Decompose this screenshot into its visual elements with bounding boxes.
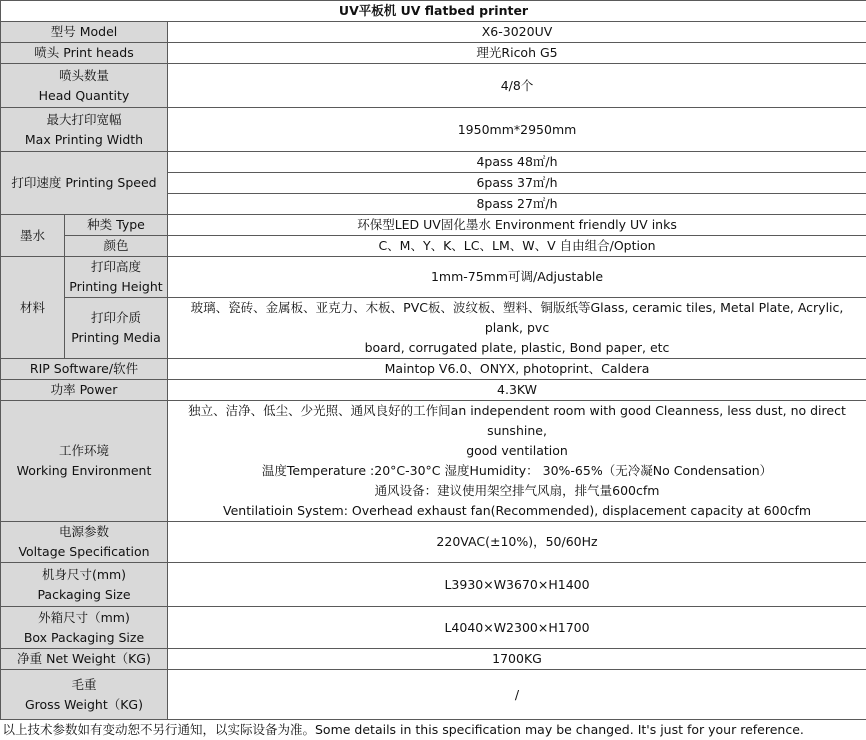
- packaging-value: L3930×W3670×H1400: [168, 563, 866, 607]
- table-title: UV平板机 UV flatbed printer: [1, 1, 866, 22]
- box-packaging-value: L4040×W2300×H1700: [168, 607, 866, 649]
- head-quantity-label-en: Head Quantity: [5, 86, 163, 106]
- environment-value: [168, 401, 866, 522]
- speed-label: 打印速度 Printing Speed: [1, 152, 168, 215]
- printing-media-value-line1: 玻璃、瓷砖、金属板、亚克力、木板、PVC板、波纹板、塑料、铜版纸等Glass, ceramic tiles, Metal Plate, Acrylic, plank, pvc: [172, 298, 862, 338]
- print-heads-label: 喷头 Print heads: [1, 43, 168, 64]
- ink-label: 墨水: [1, 215, 65, 257]
- printing-height-value: 1mm-75mm可调/Adjustable: [168, 257, 866, 298]
- environment-label-en: Working Environment: [5, 461, 163, 481]
- speed-value-6pass: 6pass 37㎡/h: [168, 173, 866, 194]
- printing-media-value: [168, 298, 866, 359]
- net-weight-label: 净重 Net Weight（KG): [1, 649, 168, 670]
- speed-value-4pass: 4pass 48㎡/h: [168, 152, 866, 173]
- voltage-label-cn: 电源参数: [5, 522, 163, 542]
- print-heads-value: 理光Ricoh G5: [168, 43, 866, 64]
- packaging-label-en: Packaging Size: [5, 585, 163, 605]
- environment-line5: Ventilatioin System: Overhead exhaust fan(Recommended), displacement capacity at 600cfm: [172, 501, 862, 521]
- environment-line3: 温度Temperature :20°C-30°C 湿度Humidity： 30%-65%（无冷凝No Condensation）: [172, 461, 862, 481]
- model-label: 型号 Model: [1, 22, 168, 43]
- environment-label-cn: 工作环境: [5, 441, 163, 461]
- gross-weight-label-en: Gross Weight（KG): [5, 695, 163, 715]
- max-width-label-en: Max Printing Width: [5, 130, 163, 150]
- printing-media-label-cn: 打印介质: [69, 308, 163, 328]
- head-quantity-label-cn: 喷头数量: [5, 66, 163, 86]
- box-packaging-label: [1, 607, 168, 649]
- printing-media-value-line2: board, corrugated plate, plastic, Bond paper, etc: [172, 338, 862, 358]
- packaging-label-cn: 机身尺寸(mm): [5, 565, 163, 585]
- voltage-label: [1, 522, 168, 563]
- environment-line2: good ventilation: [172, 441, 862, 461]
- environment-line1: 独立、洁净、低尘、少光照、通风良好的工作间an independent room with good Cleanness, less dust, no direct sunshine,: [172, 401, 862, 441]
- printing-height-label-cn: 打印高度: [69, 257, 163, 277]
- gross-weight-label-cn: 毛重: [5, 675, 163, 695]
- max-width-value: 1950mm*2950mm: [168, 108, 866, 152]
- voltage-label-en: Voltage Specification: [5, 542, 163, 562]
- material-label: 材料: [1, 257, 65, 359]
- packaging-label: [1, 563, 168, 607]
- ink-type-value: 环保型LED UV固化墨水 Environment friendly UV inks: [168, 215, 866, 236]
- power-label: 功率 Power: [1, 380, 168, 401]
- ink-color-value: C、M、Y、K、LC、LM、W、V 自由组合/Option: [168, 236, 866, 257]
- voltage-value: 220VAC(±10%)，50/60Hz: [168, 522, 866, 563]
- printing-height-label: [65, 257, 168, 298]
- gross-weight-label: [1, 670, 168, 720]
- footnote: 以上技术参数如有变动恕不另行通知，以实际设备为准。Some details in this specification may be changed. It's just for your reference.: [1, 720, 866, 740]
- gross-weight-value: /: [168, 670, 866, 720]
- box-packaging-label-en: Box Packaging Size: [5, 628, 163, 648]
- model-value: X6-3020UV: [168, 22, 866, 43]
- rip-label: RIP Software/软件: [1, 359, 168, 380]
- ink-type-label: 种类 Type: [65, 215, 168, 236]
- max-width-label: [1, 108, 168, 152]
- box-packaging-label-cn: 外箱尺寸（mm): [5, 608, 163, 628]
- printing-media-label-en: Printing Media: [69, 328, 163, 348]
- printing-height-label-en: Printing Height: [69, 277, 163, 297]
- power-value: 4.3KW: [168, 380, 866, 401]
- speed-value-8pass: 8pass 27㎡/h: [168, 194, 866, 215]
- head-quantity-label: [1, 64, 168, 108]
- max-width-label-cn: 最大打印宽幅: [5, 110, 163, 130]
- rip-value: Maintop V6.0、ONYX, photoprint、Caldera: [168, 359, 866, 380]
- net-weight-value: 1700KG: [168, 649, 866, 670]
- printing-media-label: [65, 298, 168, 359]
- environment-label: [1, 401, 168, 522]
- head-quantity-value: 4/8个: [168, 64, 866, 108]
- environment-line4: 通风设备：建议使用架空排气风扇，排气量600cfm: [172, 481, 862, 501]
- ink-color-label: 颜色: [65, 236, 168, 257]
